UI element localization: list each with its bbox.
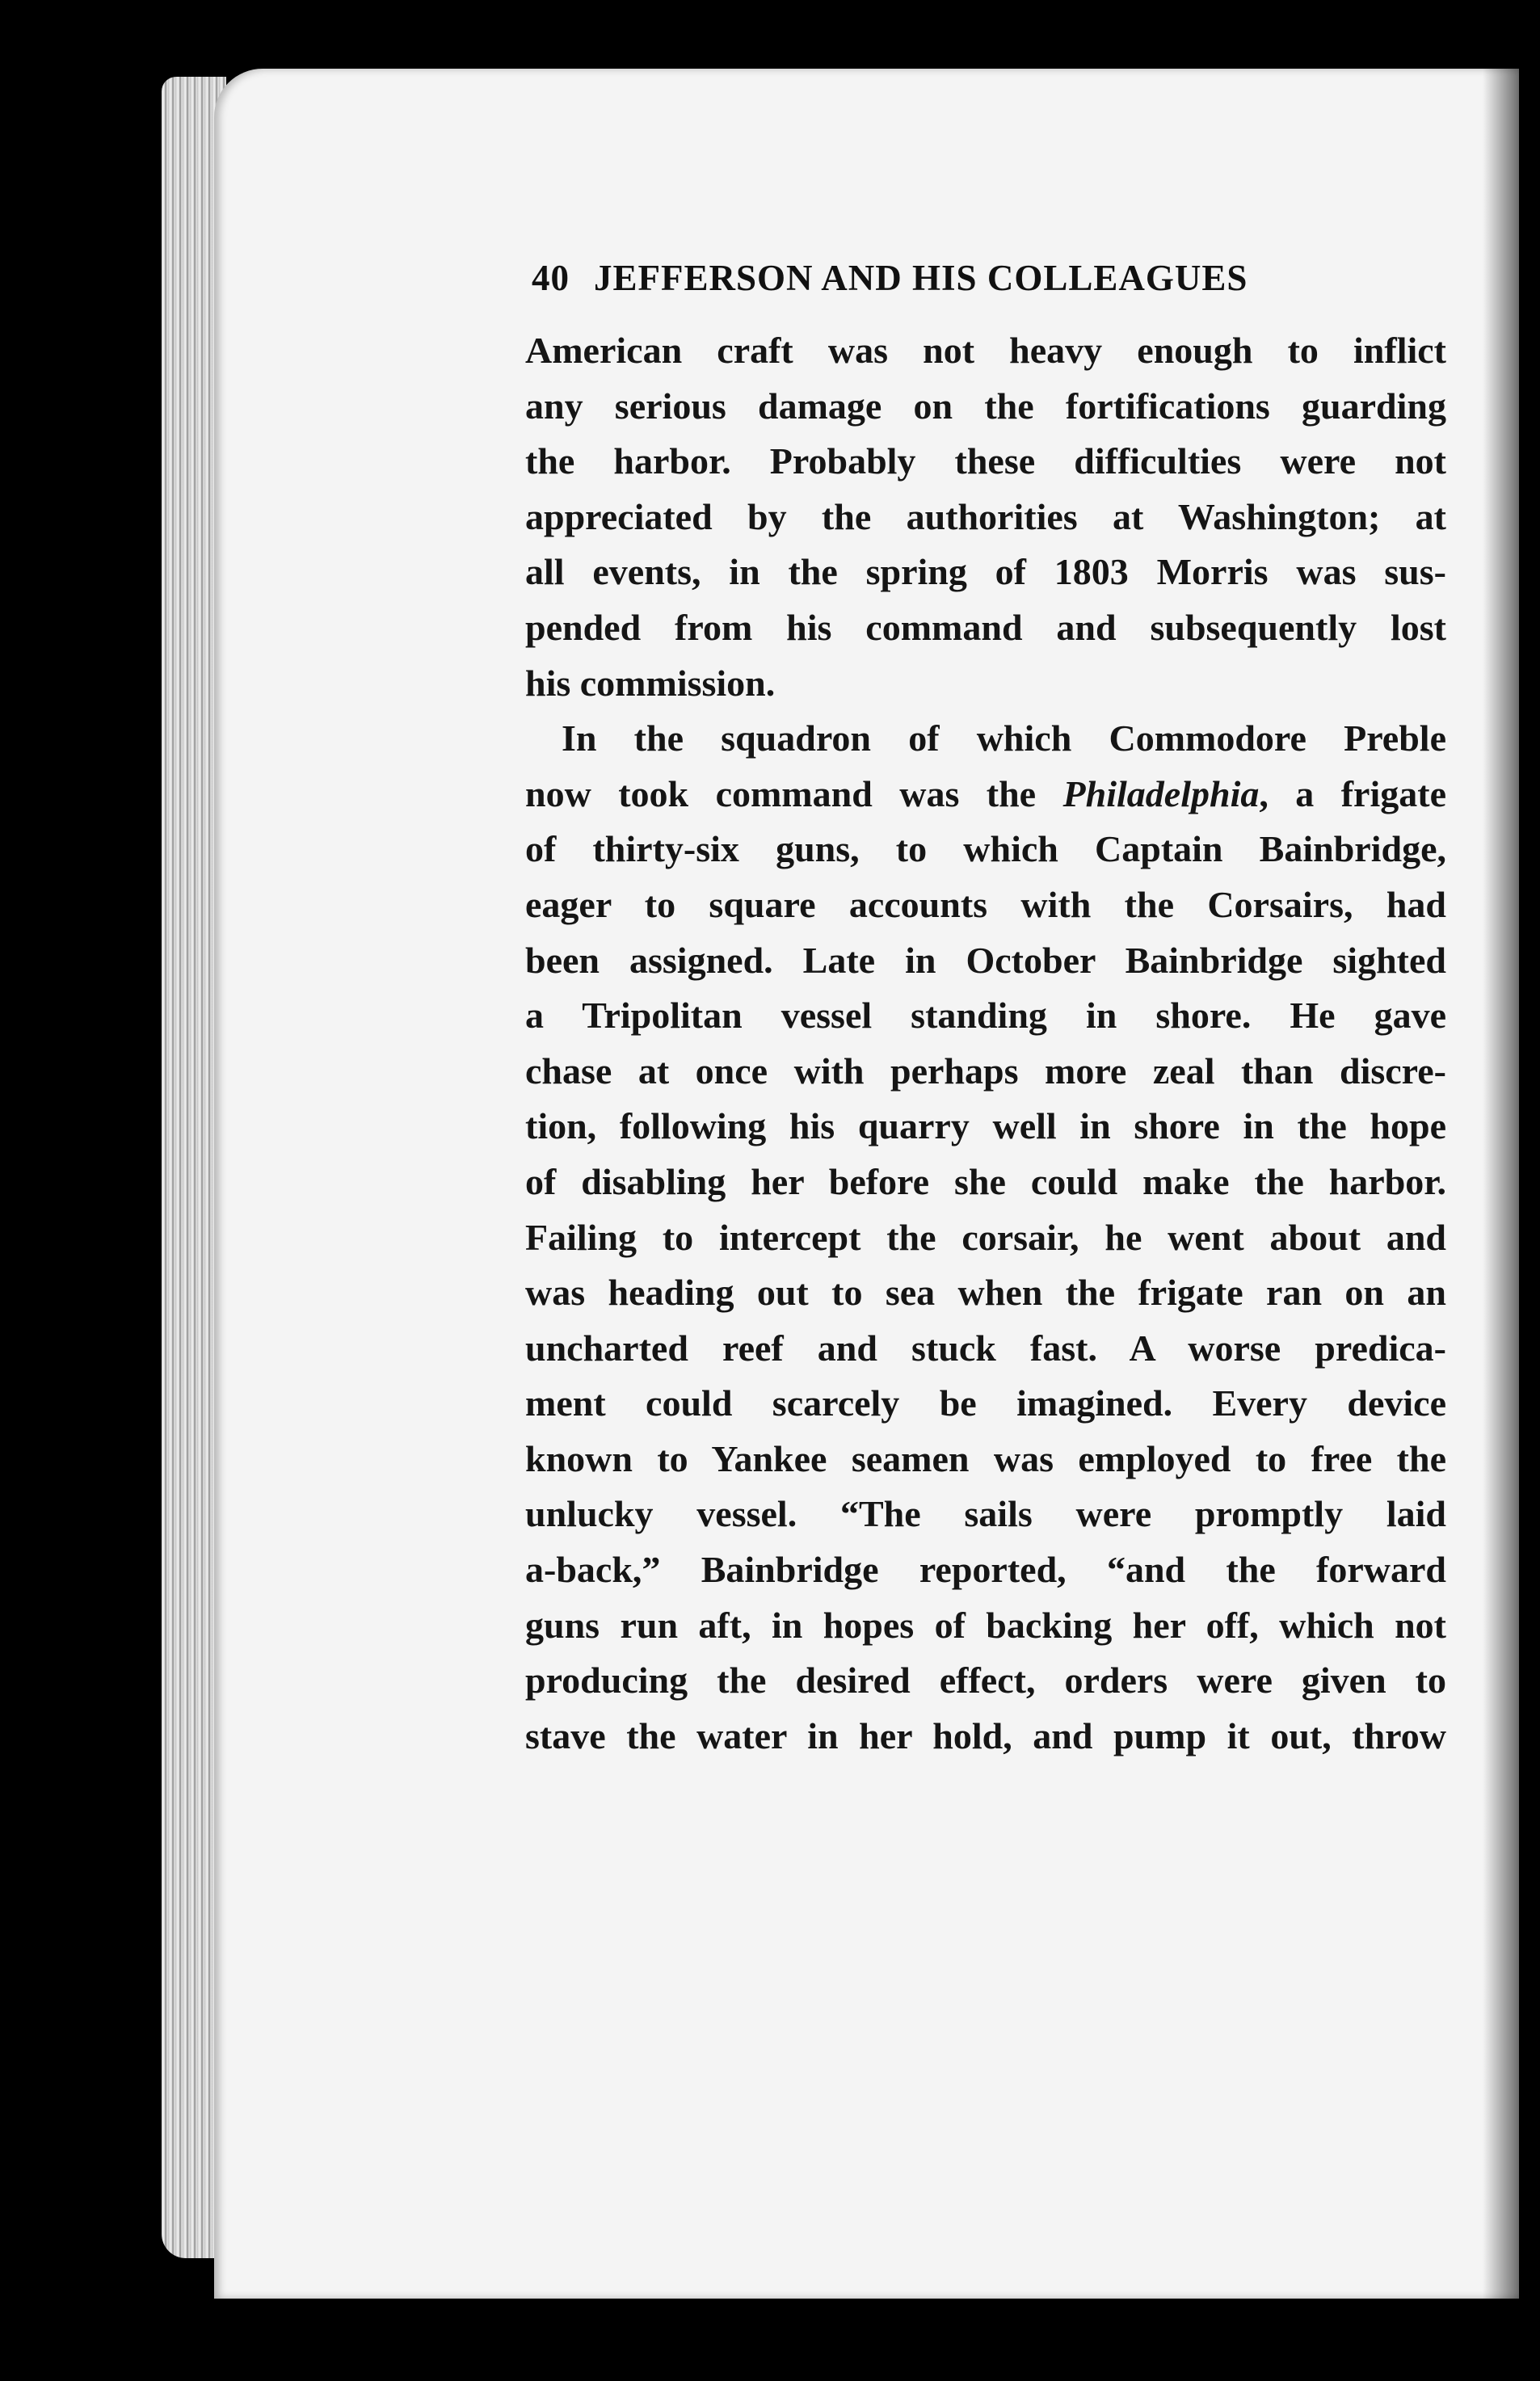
running-title: JEFFERSON AND HIS COLLEAGUES (594, 258, 1248, 298)
text-line: been assigned. Late in October Bainbridge sighted (525, 939, 1446, 981)
text-line: known to Yankee seamen was employed to free the (525, 1437, 1446, 1479)
text-line: all events, in the spring of 1803 Morris was sus- (525, 551, 1446, 593)
text-line: In the squadron of which Commodore Preble (562, 717, 1446, 759)
page-number: 40 (532, 258, 570, 298)
text-line: stave the water in her hold, and pump it out, throw (525, 1714, 1446, 1756)
running-head (532, 257, 1437, 299)
text-line: was heading out to sea when the frigate ran on an (525, 1272, 1446, 1314)
text-line: eager to square accounts with the Corsairs, had (525, 883, 1446, 925)
text-line: producing the desired effect, orders were given to (525, 1660, 1446, 1702)
text-line: his commission. (525, 662, 776, 704)
text-line: now took command was the Philadelphia, a frigate (525, 772, 1446, 814)
text-line: uncharted reef and stuck fast. A worse predica- (525, 1327, 1446, 1369)
text-line: tion, following his quarry well in shore in the hope (525, 1105, 1446, 1147)
text-line: a Tripolitan vessel standing in shore. He gave (525, 995, 1446, 1037)
text-line: appreciated by the authorities at Washington; at (525, 495, 1446, 537)
text-line: unlucky vessel. “The sails were promptly laid (525, 1493, 1446, 1535)
text-line: any serious damage on the fortifications guarding (525, 385, 1446, 427)
page-gutter-shadow (1483, 69, 1519, 2299)
text-line: pended from his command and subsequently lost (525, 606, 1446, 648)
text-line: American craft was not heavy enough to inflict (525, 330, 1446, 371)
text-line: of disabling her before she could make the harbor. (525, 1160, 1446, 1202)
text-line: a-back,” Bainbridge reported, “and the forward (525, 1549, 1446, 1591)
text-line: chase at once with perhaps more zeal than discre- (525, 1050, 1446, 1092)
text-line: guns run aft, in hopes of backing her off, which not (525, 1604, 1446, 1646)
text-line: Failing to intercept the corsair, he went about and (525, 1216, 1446, 1258)
body-text (525, 323, 1446, 1764)
text-line: of thirty-six guns, to which Captain Bainbridge, (525, 828, 1446, 870)
text-line: ment could scarcely be imagined. Every device (525, 1382, 1446, 1424)
text-line: the harbor. Probably these difficulties were not (525, 440, 1446, 482)
